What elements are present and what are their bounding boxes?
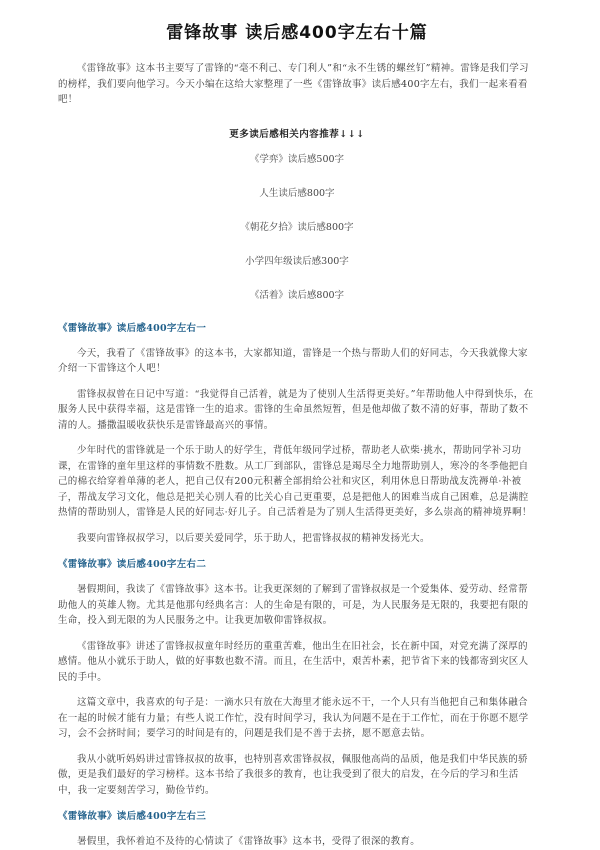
recommend-link[interactable]: 人生读后感800字 xyxy=(259,187,335,199)
section-heading: 《雷锋故事》读后感400字左右二 xyxy=(58,559,207,570)
section-paragraph: 雷锋叔叔曾在日记中写道：“我觉得自己活着，就是为了使别人生活得更美好。”年帮助他人中得到快乐，在服务人民中获得幸福，这是雷锋一生的追求。雷锋的生命虽然短暂，但是他却做了数不清的好事，帮助了数不清的人。播撒温暖收获快乐是雷锋最高兴的事情。 xyxy=(58,388,534,431)
section-paragraph: 《雷锋故事》讲述了雷锋叔叔童年时经历的重重苦难，他出生在旧社会，长在新中国，对党充满了深厚的感情。他从小就乐于助人，做的好事数也数不清。而且，在生活中，艰苦朴素，把节省下来的钱都寄到灾区人民的手中。 xyxy=(58,640,529,683)
recommend-link[interactable]: 《学弈》读后感500字 xyxy=(249,153,345,165)
section-paragraph: 暑假期间，我读了《雷锋故事》这本书。让我更深刻的了解到了雷锋叔叔是一个爱集体、爱劳动、经常帮助他人的英雄人物。尤其是他那句经典名言：人的生命是有限的，可是，为人民服务是无限的，我要把有限的生命，投入到无限的为人民服务之中。让我更加敬仰雷锋叔叔。 xyxy=(58,584,529,626)
recommend-links xyxy=(58,154,536,302)
intro-paragraph: 《雷锋故事》这本书主要写了雷锋的“毫不利己、专门利人”和“永不生锈的螺丝钉”精神。雷锋是我们学习的榜样，我们要向他学习。今天小编在这给大家整理了一些《雷锋故事》读后感400字左右，我们一起来看看吧！ xyxy=(58,63,529,105)
recommend-link[interactable]: 小学四年级读后感300字 xyxy=(245,255,349,267)
recommend-link[interactable]: 《朝花夕拾》读后感800字 xyxy=(240,221,354,233)
section-paragraph: 我从小就听妈妈讲过雷锋叔叔的故事，也特别喜欢雷锋叔叔，佩服他高尚的品质，他是我们中华民族的骄傲，更是我们最好的学习榜样。这本书给了我很多的教育，也让我受到了很大的启发，在今后的学习和生活中，我一定要刻苦学习，勤俭节约。 xyxy=(58,753,528,796)
section-heading: 《雷锋故事》读后感400字左右三 xyxy=(58,811,207,822)
section-paragraph: 暑假里，我怀着迫不及待的心情读了《雷锋故事》这本书，受得了很深的教育。 xyxy=(77,836,421,847)
section-paragraph: 这篇文章中，我喜欢的句子是：一滴水只有放在大海里才能永远不干，一个人只有当他把自己和集体融合在一起的时候才能有力量；有些人说工作忙，没有时间学习，我认为问题不是在于工作忙，而在于你愿不愿学习，会不会挤时间；要学习的时间是有的，问题是我们是不善于去挤，愿不愿意去钻。 xyxy=(58,697,529,739)
recommend-title: 更多读后感相关内容推荐↓↓↓ xyxy=(229,128,365,140)
section-paragraph: 我要向雷锋叔叔学习，以后要关爱同学，乐于助人，把雷锋叔叔的精神发扬光大。 xyxy=(77,532,430,544)
document-title: 雷锋故事 读后感400字左右十篇 xyxy=(166,23,428,43)
recommend-link[interactable]: 《活着》读后感800字 xyxy=(249,289,345,301)
section-heading: 《雷锋故事》读后感400字左右一 xyxy=(58,322,207,334)
section-paragraph: 少年时代的雷锋就是一个乐于助人的好学生，背低年级同学过桥，帮助老人砍柴·挑水，帮助同学补习功课，在雷锋的童年里这样的事情数不胜数。从工厂到部队，雷锋总是竭尽全力地帮助别人，寒冷的冬季他把自己的棉衣给穿着单薄的老人，把自己仅有200元积蓄全部捐给公社和灾区，利用休息日帮助战友洗褥单·补被子，帮战友学习文化，他总是把关心别人看的比关心自己更重要，总是把他人的困难当成自己困难，总是满腔热情的帮助别人，雷锋是人民的好同志·好儿子。自己活着是为了别人生活得更美好，多么崇高的精神境界啊！ xyxy=(58,445,532,518)
section-paragraph: 今天，我看了《雷锋故事》的这本书，大家都知道，雷锋是一个热与帮助人们的好同志，今天我就像大家介绍一下雷锋这个人吧！ xyxy=(58,347,528,374)
